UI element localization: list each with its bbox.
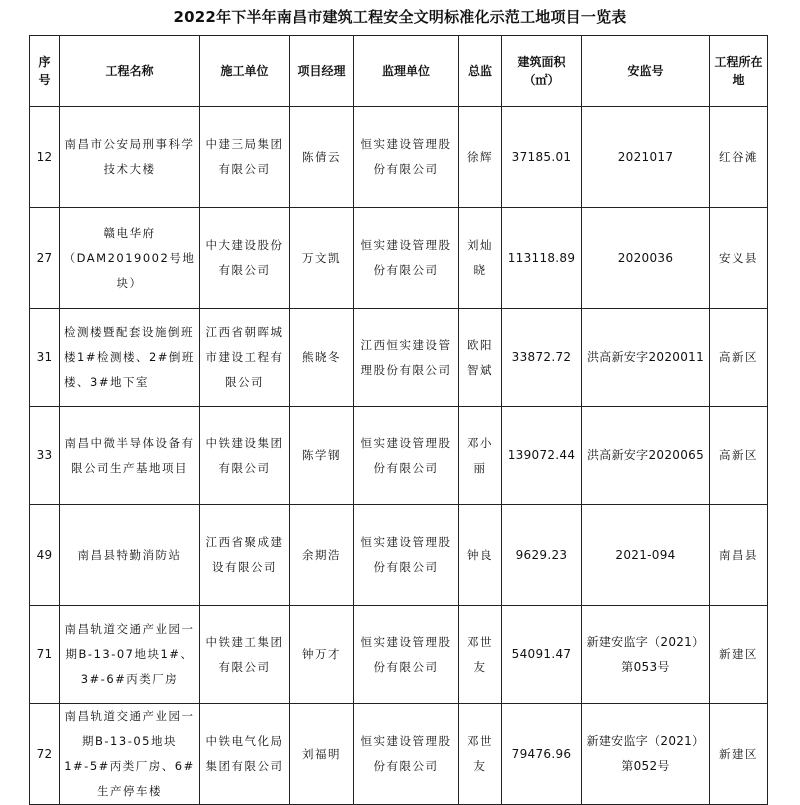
- cell-seq: 71: [30, 606, 60, 704]
- cell-name: 南昌县特勤消防站: [60, 505, 200, 606]
- header-manager: 项目经理: [290, 36, 354, 107]
- cell-manager: 余期浩: [290, 505, 354, 606]
- cell-supervisor-unit: 江西恒实建设管理股份有限公司: [354, 309, 459, 407]
- cell-area: 79476.96: [502, 704, 582, 805]
- cell-seq: 49: [30, 505, 60, 606]
- cell-manager: 熊晓冬: [290, 309, 354, 407]
- cell-seq: 33: [30, 407, 60, 505]
- header-builder: 施工单位: [200, 36, 290, 107]
- cell-supervisor-unit: 恒实建设管理股份有限公司: [354, 407, 459, 505]
- cell-safety-no: 新建安监字（2021）第052号: [582, 704, 710, 805]
- cell-area: 54091.47: [502, 606, 582, 704]
- document-title: 2022年下半年南昌市建筑工程安全文明标准化示范工地项目一览表: [173, 8, 627, 26]
- cell-chief: 钟良: [459, 505, 502, 606]
- cell-manager: 刘福明: [290, 704, 354, 805]
- cell-seq: 27: [30, 208, 60, 309]
- cell-location: 新建区: [710, 704, 768, 805]
- cell-name: 南昌轨道交通产业园一期B-13-05地块1#-5#丙类厂房、6#生产停车楼: [60, 704, 200, 805]
- cell-location: 新建区: [710, 606, 768, 704]
- header-chief: 总监: [459, 36, 502, 107]
- cell-safety-no: 2021-094: [582, 505, 710, 606]
- cell-manager: 陈倩云: [290, 107, 354, 208]
- cell-supervisor-unit: 恒实建设管理股份有限公司: [354, 704, 459, 805]
- cell-area: 33872.72: [502, 309, 582, 407]
- cell-builder: 中铁建设集团有限公司: [200, 407, 290, 505]
- cell-safety-no: 2020036: [582, 208, 710, 309]
- cell-builder: 江西省聚成建设有限公司: [200, 505, 290, 606]
- cell-seq: 12: [30, 107, 60, 208]
- cell-supervisor-unit: 恒实建设管理股份有限公司: [354, 107, 459, 208]
- table-row: [30, 704, 768, 805]
- cell-chief: 邓世友: [459, 606, 502, 704]
- cell-seq: 31: [30, 309, 60, 407]
- cell-builder: 中铁电气化局集团有限公司: [200, 704, 290, 805]
- header-area: 建筑面积（㎡）: [502, 36, 582, 107]
- table-row: [30, 606, 768, 704]
- header-seq: 序号: [30, 36, 60, 107]
- cell-builder: 江西省朝晖城市建设工程有限公司: [200, 309, 290, 407]
- header-safety-no: 安监号: [582, 36, 710, 107]
- cell-manager: 万文凯: [290, 208, 354, 309]
- cell-chief: 欧阳智斌: [459, 309, 502, 407]
- header-supervisor-unit: 监理单位: [354, 36, 459, 107]
- table-row: [30, 407, 768, 505]
- cell-builder: 中建三局集团有限公司: [200, 107, 290, 208]
- cell-area: 113118.89: [502, 208, 582, 309]
- cell-chief: 徐辉: [459, 107, 502, 208]
- cell-name: 赣电华府（DAM2019002号地块）: [60, 208, 200, 309]
- cell-safety-no: 2021017: [582, 107, 710, 208]
- table-row: [30, 208, 768, 309]
- cell-area: 139072.44: [502, 407, 582, 505]
- cell-builder: 中大建设股份有限公司: [200, 208, 290, 309]
- cell-chief: 邓小丽: [459, 407, 502, 505]
- cell-safety-no: 洪高新安字2020065: [582, 407, 710, 505]
- cell-supervisor-unit: 恒实建设管理股份有限公司: [354, 606, 459, 704]
- project-table: [29, 35, 768, 805]
- cell-chief: 刘灿晓: [459, 208, 502, 309]
- cell-name: 检测楼暨配套设施倒班楼1#检测楼、2#倒班楼、3#地下室: [60, 309, 200, 407]
- cell-seq: 72: [30, 704, 60, 805]
- cell-name: 南昌轨道交通产业园一期B-13-07地块1#、3#-6#丙类厂房: [60, 606, 200, 704]
- header-row: [30, 36, 768, 107]
- table-row: [30, 309, 768, 407]
- cell-manager: 陈学钢: [290, 407, 354, 505]
- cell-safety-no: 新建安监字（2021）第053号: [582, 606, 710, 704]
- cell-location: 高新区: [710, 407, 768, 505]
- cell-manager: 钟万才: [290, 606, 354, 704]
- cell-location: 红谷滩: [710, 107, 768, 208]
- cell-area: 9629.23: [502, 505, 582, 606]
- cell-location: 南昌县: [710, 505, 768, 606]
- cell-name: 南昌中微半导体设备有限公司生产基地项目: [60, 407, 200, 505]
- header-name: 工程名称: [60, 36, 200, 107]
- cell-area: 37185.01: [502, 107, 582, 208]
- cell-builder: 中铁建工集团有限公司: [200, 606, 290, 704]
- cell-location: 安义县: [710, 208, 768, 309]
- cell-safety-no: 洪高新安字2020011: [582, 309, 710, 407]
- table-row: [30, 107, 768, 208]
- header-location: 工程所在地: [710, 36, 768, 107]
- table-row: [30, 505, 768, 606]
- cell-location: 高新区: [710, 309, 768, 407]
- cell-name: 南昌市公安局刑事科学技术大楼: [60, 107, 200, 208]
- cell-supervisor-unit: 恒实建设管理股份有限公司: [354, 505, 459, 606]
- cell-chief: 邓世友: [459, 704, 502, 805]
- cell-supervisor-unit: 恒实建设管理股份有限公司: [354, 208, 459, 309]
